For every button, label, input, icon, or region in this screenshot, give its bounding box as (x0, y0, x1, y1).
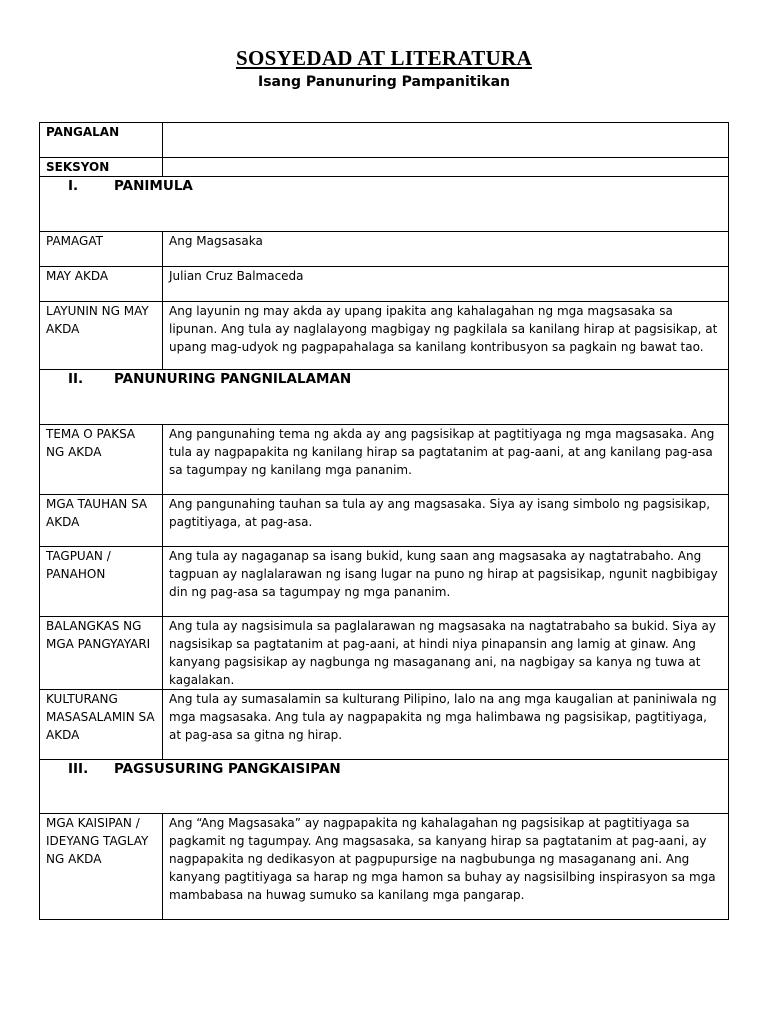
row-label-layunin: LAYUNIN NG MAY AKDA (40, 302, 163, 370)
table-row (40, 495, 729, 547)
row-value-pamagat: Ang Magsasaka (163, 232, 729, 267)
section-header-row (40, 760, 729, 814)
section-number: I. (68, 178, 79, 194)
table-row (40, 302, 729, 370)
table-row (40, 232, 729, 267)
table-row (40, 617, 729, 690)
table-row (40, 425, 729, 495)
row-value-layunin: Ang layunin ng may akda ay upang ipakita ang kahalagahan ng mga magsasaka sa lipunan. Ang tula ay naglalayong magbigay ng pagkilala sa kanilang hirap at pagsisikap, at upang mag-udyok ng pagpapahalaga sa kanilang kontribusyon sa pagkain ng bawat tao. (163, 302, 729, 370)
form-row-seksyon (40, 158, 729, 177)
row-label-tagpuan: TAGPUAN / PANAHON (40, 547, 163, 617)
section-title: PANIMULA (114, 178, 193, 194)
row-value-kaisipan: Ang “Ang Magsasaka” ay nagpapakita ng kahalagahan ng pagsisikap at pagtitiyaga sa pagkamit ng tagumpay. Ang magsasaka, sa kanyang hirap sa pagtatanim at pag-aani, ay nagpapakita ng dedikasyon at pagpupursige na nagbubunga ng masaganang ani. Ang kanyang pagtitiyaga sa harap ng mga hamon sa buhay ay nagsisilbing inspirasyon sa mga mambabasa na huwag sumuko sa kanilang mga pangarap. (163, 814, 729, 920)
field-input-pangalan[interactable] (163, 123, 729, 158)
row-label-may-akda: MAY AKDA (40, 267, 163, 302)
field-input-seksyon[interactable] (163, 158, 729, 177)
row-label-tauhan: MGA TAUHAN SA AKDA (40, 495, 163, 547)
table-row (40, 814, 729, 920)
row-label-tema: TEMA O PAKSA NG AKDA (40, 425, 163, 495)
section-header-row (40, 177, 729, 232)
row-value-balangkas: Ang tula ay nagsisimula sa paglalarawan ng magsasaka na nagtatrabaho sa bukid. Siya ay nagsisikap sa pagtatanim at pag-aani, at hindi niya pinapansin ang lamig at ginaw. Ang kanyang pagsisikap ay nagbunga ng masaganang ani, na nagbigay sa kanya ng tuwa at kagalakan. (163, 617, 729, 690)
row-value-tema: Ang pangunahing tema ng akda ay ang pagsisikap at pagtitiyaga ng mga magsasaka. Ang tula ay nagpapakita ng kanilang hirap sa pagtatanim at pag-aani, at ang kanilang pag-asa sa tagumpay ng kanilang mga pananim. (163, 425, 729, 495)
field-label-pangalan: PANGALAN (40, 123, 163, 158)
field-label-seksyon: SEKSYON (40, 158, 163, 177)
section-title: PAGSUSURING PANGKAISIPAN (114, 761, 341, 777)
row-label-kaisipan: MGA KAISIPAN / IDEYANG TAGLAY NG AKDA (40, 814, 163, 920)
literary-analysis-form (39, 122, 729, 920)
section-number: III. (68, 761, 89, 777)
row-value-tauhan: Ang pangunahing tauhan sa tula ay ang magsasaka. Siya ay isang simbolo ng pagsisikap, pagtitiyaga, at pag-asa. (163, 495, 729, 547)
section-heading-panimula (40, 177, 729, 232)
table-row (40, 690, 729, 760)
row-label-pamagat: PAMAGAT (40, 232, 163, 267)
section-number: II. (68, 371, 84, 387)
document-title: SOSYEDAD AT LITERATURA (235, 46, 532, 70)
document-subtitle: Isang Panunuring Pampanitikan (258, 74, 510, 90)
row-value-kultura: Ang tula ay sumasalamin sa kulturang Pilipino, lalo na ang mga kaugalian at paniniwala ng mga magsasaka. Ang tula ay nagpapakita ng mga halimbawa ng pagsisikap, pagtitiyaga, at pag-asa sa gitna ng hirap. (163, 690, 729, 760)
row-label-balangkas: BALANGKAS NG MGA PANGYAYARI (40, 617, 163, 690)
row-value-tagpuan: Ang tula ay nagaganap sa isang bukid, kung saan ang magsasaka ay nagtatrabaho. Ang tagpuan ay naglalarawan ng isang lugar na puno ng hirap at pagsisikap, ngunit nagbibigay din ng pag-asa sa tagumpay ng mga pananim. (163, 547, 729, 617)
section-title: PANUNURING PANGNILALAMAN (114, 371, 352, 387)
row-value-may-akda: Julian Cruz Balmaceda (163, 267, 729, 302)
section-header-row (40, 370, 729, 425)
section-heading-pagsusuring-pangkaisipan (40, 760, 729, 814)
form-row-pangalan (40, 123, 729, 158)
row-label-kultura: KULTURANG MASASALAMIN SA AKDA (40, 690, 163, 760)
section-heading-panunuring-pangnilalaman (40, 370, 729, 425)
table-row (40, 267, 729, 302)
table-row (40, 547, 729, 617)
